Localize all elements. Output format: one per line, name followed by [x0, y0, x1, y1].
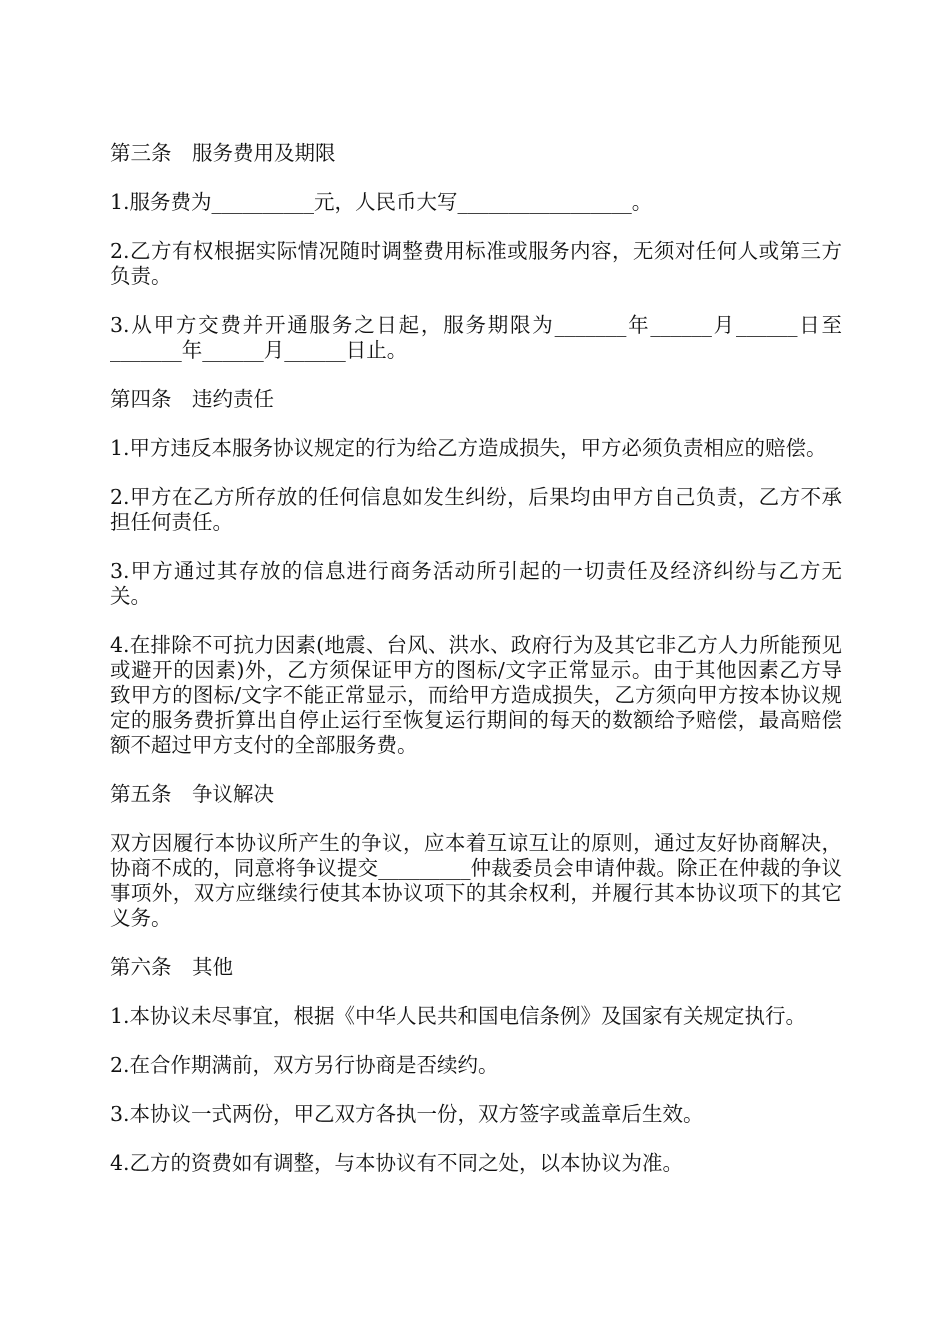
clause-3-2: 2.乙方有权根据实际情况随时调整费用标准或服务内容，无须对任何人或第三方负责。	[110, 239, 842, 288]
clause-3-3: 3.从甲方交费并开通服务之日起，服务期限为_______年______月______日至_______年______月______日止。	[110, 313, 842, 362]
clause-6-3: 3.本协议一式两份，甲乙双方各执一份，双方签字或盖章后生效。	[110, 1102, 704, 1126]
clause-5-1: 双方因履行本协议所产生的争议，应本着互谅互让的原则，通过友好协商解决，协商不成的，同意将争议提交_________仲裁委员会申请仲裁。除正在仲裁的争议事项外，双方应继续行使其本协议项下的其余权利，并履行其本协议项下的其它义务。	[110, 831, 842, 930]
section-heading-3: 第三条 服务费用及期限	[110, 141, 336, 165]
clause-3-1: 1.服务费为__________元，人民币大写_________________。	[110, 190, 653, 214]
section-heading-5: 第五条 争议解决	[110, 782, 274, 806]
section-heading-4: 第四条 违约责任	[110, 387, 274, 411]
clause-6-4: 4.乙方的资费如有调整，与本协议有不同之处，以本协议为准。	[110, 1151, 684, 1175]
clause-4-3: 3.甲方通过其存放的信息进行商务活动所引起的一切责任及经济纠纷与乙方无关。	[110, 559, 842, 608]
clause-4-2: 2.甲方在乙方所存放的任何信息如发生纠纷，后果均由甲方自己负责，乙方不承担任何责任。	[110, 485, 842, 534]
clause-4-1: 1.甲方违反本服务协议规定的行为给乙方造成损失，甲方必须负责相应的赔偿。	[110, 436, 827, 460]
clause-4-4: 4.在排除不可抗力因素(地震、台风、洪水、政府行为及其它非乙方人力所能预见或避开的因素)外，乙方须保证甲方的图标/文字正常显示。由于其他因素乙方导致甲方的图标/文字不能正常显示，而给甲方造成损失，乙方须向甲方按本协议规定的服务费折算出自停止运行至恢复运行期间的每天的数额给予赔偿，最高赔偿额不超过甲方支付的全部服务费。	[110, 633, 842, 757]
clause-6-2: 2.在合作期满前，双方另行协商是否续约。	[110, 1053, 499, 1077]
clause-6-1: 1.本协议未尽事宜，根据《中华人民共和国电信条例》及国家有关规定执行。	[110, 1004, 807, 1028]
document-page	[110, 141, 842, 1200]
section-heading-6: 第六条 其他	[110, 955, 233, 979]
